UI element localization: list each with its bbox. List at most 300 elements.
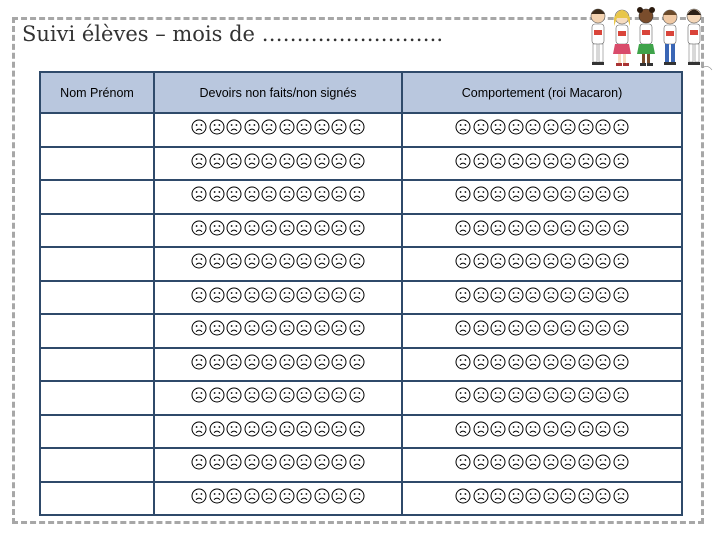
sad-face-icon[interactable] (314, 153, 330, 169)
student-name-cell[interactable] (40, 482, 154, 516)
sad-face-icon[interactable] (560, 220, 576, 236)
sad-face-icon[interactable] (244, 253, 260, 269)
student-name-cell[interactable] (40, 281, 154, 315)
sad-face-icon[interactable] (525, 320, 541, 336)
face-group (455, 354, 629, 370)
sad-face-icon[interactable] (595, 320, 611, 336)
sad-face-icon[interactable] (455, 287, 471, 303)
sad-face-icon[interactable] (455, 119, 471, 135)
sad-face-icon[interactable] (191, 354, 207, 370)
sad-face-icon[interactable] (314, 253, 330, 269)
sad-face-icon[interactable] (595, 253, 611, 269)
sad-face-icon[interactable] (543, 320, 559, 336)
sad-face-icon[interactable] (191, 186, 207, 202)
sad-face-icon[interactable] (508, 454, 524, 470)
sad-face-icon[interactable] (560, 454, 576, 470)
sad-face-icon[interactable] (578, 488, 594, 504)
sad-face-icon[interactable] (191, 253, 207, 269)
sad-face-icon[interactable] (331, 186, 347, 202)
sad-face-icon[interactable] (331, 253, 347, 269)
sad-face-icon[interactable] (525, 421, 541, 437)
sad-face-icon[interactable] (473, 186, 489, 202)
sad-face-icon[interactable] (296, 287, 312, 303)
sad-face-icon[interactable] (508, 421, 524, 437)
comportement-cell (402, 482, 682, 516)
sad-face-icon[interactable] (209, 488, 225, 504)
sad-face-icon[interactable] (261, 186, 277, 202)
sad-face-icon[interactable] (490, 387, 506, 403)
sad-face-icon[interactable] (595, 454, 611, 470)
sad-face-icon[interactable] (595, 153, 611, 169)
sad-face-icon[interactable] (349, 119, 365, 135)
sad-face-icon[interactable] (455, 153, 471, 169)
sad-face-icon[interactable] (595, 220, 611, 236)
sad-face-icon[interactable] (595, 354, 611, 370)
sad-face-icon[interactable] (296, 354, 312, 370)
header-nom-prenom: Nom Prénom (40, 72, 154, 113)
face-group (191, 454, 365, 470)
student-name-cell[interactable] (40, 180, 154, 214)
sad-face-icon[interactable] (296, 119, 312, 135)
sad-face-icon[interactable] (613, 320, 629, 336)
sad-face-icon[interactable] (613, 253, 629, 269)
sad-face-icon[interactable] (279, 454, 295, 470)
sad-face-icon[interactable] (490, 186, 506, 202)
devoirs-cell (154, 381, 402, 415)
sad-face-icon[interactable] (595, 421, 611, 437)
sad-face-icon[interactable] (226, 186, 242, 202)
student-name-cell[interactable] (40, 113, 154, 147)
sad-face-icon[interactable] (508, 354, 524, 370)
sad-face-icon[interactable] (314, 287, 330, 303)
sad-face-icon[interactable] (279, 186, 295, 202)
sad-face-icon[interactable] (261, 454, 277, 470)
sad-face-icon[interactable] (349, 387, 365, 403)
sad-face-icon[interactable] (226, 421, 242, 437)
sad-face-icon[interactable] (595, 119, 611, 135)
sad-face-icon[interactable] (349, 454, 365, 470)
child-figure (591, 9, 605, 65)
sad-face-icon[interactable] (613, 454, 629, 470)
student-name-cell[interactable] (40, 348, 154, 382)
sad-face-icon[interactable] (314, 488, 330, 504)
table-row (40, 214, 682, 248)
sad-face-icon[interactable] (473, 287, 489, 303)
sad-face-icon[interactable] (473, 153, 489, 169)
sad-face-icon[interactable] (613, 421, 629, 437)
face-group (191, 421, 365, 437)
sad-face-icon[interactable] (349, 320, 365, 336)
student-name-cell[interactable] (40, 214, 154, 248)
sad-face-icon[interactable] (543, 253, 559, 269)
sad-face-icon[interactable] (490, 320, 506, 336)
sad-face-icon[interactable] (261, 153, 277, 169)
table-row (40, 482, 682, 516)
sad-face-icon[interactable] (525, 488, 541, 504)
sad-face-icon[interactable] (560, 186, 576, 202)
sad-face-icon[interactable] (191, 454, 207, 470)
sad-face-icon[interactable] (314, 220, 330, 236)
sad-face-icon[interactable] (296, 153, 312, 169)
sad-face-icon[interactable] (226, 153, 242, 169)
sad-face-icon[interactable] (314, 186, 330, 202)
sad-face-icon[interactable] (595, 287, 611, 303)
sad-face-icon[interactable] (613, 287, 629, 303)
sad-face-icon[interactable] (508, 287, 524, 303)
sad-face-icon[interactable] (578, 253, 594, 269)
sad-face-icon[interactable] (490, 287, 506, 303)
sad-face-icon[interactable] (578, 354, 594, 370)
devoirs-cell (154, 247, 402, 281)
sad-face-icon[interactable] (226, 454, 242, 470)
devoirs-cell (154, 448, 402, 482)
sad-face-icon[interactable] (578, 153, 594, 169)
student-name-cell[interactable] (40, 448, 154, 482)
sad-face-icon[interactable] (455, 320, 471, 336)
sad-face-icon[interactable] (209, 421, 225, 437)
sad-face-icon[interactable] (525, 454, 541, 470)
sad-face-icon[interactable] (191, 387, 207, 403)
devoirs-cell (154, 482, 402, 516)
sad-face-icon[interactable] (296, 186, 312, 202)
sad-face-icon[interactable] (349, 253, 365, 269)
sad-face-icon[interactable] (613, 220, 629, 236)
sad-face-icon[interactable] (296, 421, 312, 437)
sad-face-icon[interactable] (349, 354, 365, 370)
sad-face-icon[interactable] (560, 488, 576, 504)
sad-face-icon[interactable] (191, 153, 207, 169)
sad-face-icon[interactable] (490, 354, 506, 370)
table-row (40, 314, 682, 348)
sad-face-icon[interactable] (279, 287, 295, 303)
sad-face-icon[interactable] (349, 220, 365, 236)
sad-face-icon[interactable] (244, 119, 260, 135)
sad-face-icon[interactable] (525, 287, 541, 303)
sad-face-icon[interactable] (261, 354, 277, 370)
table-row (40, 415, 682, 449)
sad-face-icon[interactable] (209, 253, 225, 269)
sad-face-icon[interactable] (473, 421, 489, 437)
sad-face-icon[interactable] (331, 320, 347, 336)
sad-face-icon[interactable] (595, 186, 611, 202)
sad-face-icon[interactable] (455, 220, 471, 236)
sad-face-icon[interactable] (349, 421, 365, 437)
sad-face-icon[interactable] (331, 119, 347, 135)
sad-face-icon[interactable] (578, 186, 594, 202)
sad-face-icon[interactable] (473, 354, 489, 370)
sad-face-icon[interactable] (490, 454, 506, 470)
sad-face-icon[interactable] (613, 488, 629, 504)
sad-face-icon[interactable] (508, 488, 524, 504)
sad-face-icon[interactable] (578, 320, 594, 336)
table-body (40, 113, 682, 515)
sad-face-icon[interactable] (543, 387, 559, 403)
sad-face-icon[interactable] (560, 253, 576, 269)
sad-face-icon[interactable] (279, 421, 295, 437)
sad-face-icon[interactable] (314, 119, 330, 135)
sad-face-icon[interactable] (279, 153, 295, 169)
sad-face-icon[interactable] (508, 253, 524, 269)
sad-face-icon[interactable] (226, 387, 242, 403)
sad-face-icon[interactable] (209, 454, 225, 470)
sad-face-icon[interactable] (613, 186, 629, 202)
sad-face-icon[interactable] (279, 354, 295, 370)
face-group (455, 220, 629, 236)
sad-face-icon[interactable] (543, 454, 559, 470)
sad-face-icon[interactable] (261, 220, 277, 236)
sad-face-icon[interactable] (296, 387, 312, 403)
face-group (191, 153, 365, 169)
sad-face-icon[interactable] (261, 387, 277, 403)
sad-face-icon[interactable] (455, 354, 471, 370)
sad-face-icon[interactable] (279, 220, 295, 236)
sad-face-icon[interactable] (578, 220, 594, 236)
sad-face-icon[interactable] (209, 287, 225, 303)
sad-face-icon[interactable] (261, 421, 277, 437)
sad-face-icon[interactable] (455, 454, 471, 470)
sad-face-icon[interactable] (244, 153, 260, 169)
sad-face-icon[interactable] (279, 253, 295, 269)
sad-face-icon[interactable] (508, 387, 524, 403)
sad-face-icon[interactable] (279, 488, 295, 504)
sad-face-icon[interactable] (490, 153, 506, 169)
face-group (191, 387, 365, 403)
sad-face-icon[interactable] (209, 320, 225, 336)
sad-face-icon[interactable] (473, 488, 489, 504)
sad-face-icon[interactable] (613, 153, 629, 169)
sad-face-icon[interactable] (490, 253, 506, 269)
sad-face-icon[interactable] (525, 220, 541, 236)
sad-face-icon[interactable] (314, 320, 330, 336)
table-row (40, 147, 682, 181)
sad-face-icon[interactable] (560, 119, 576, 135)
comportement-cell (402, 448, 682, 482)
comportement-cell (402, 381, 682, 415)
table-row (40, 448, 682, 482)
face-group (191, 253, 365, 269)
sad-face-icon[interactable] (560, 287, 576, 303)
sad-face-icon[interactable] (525, 119, 541, 135)
sad-face-icon[interactable] (261, 253, 277, 269)
sad-face-icon[interactable] (490, 421, 506, 437)
sad-face-icon[interactable] (543, 186, 559, 202)
table-row (40, 247, 682, 281)
sad-face-icon[interactable] (244, 454, 260, 470)
sad-face-icon[interactable] (508, 186, 524, 202)
sad-face-icon[interactable] (296, 220, 312, 236)
sad-face-icon[interactable] (261, 488, 277, 504)
sad-face-icon[interactable] (508, 220, 524, 236)
sad-face-icon[interactable] (296, 488, 312, 504)
sad-face-icon[interactable] (331, 153, 347, 169)
sad-face-icon[interactable] (191, 287, 207, 303)
sad-face-icon[interactable] (473, 387, 489, 403)
header-comportement: Comportement (roi Macaron) (402, 72, 682, 113)
sad-face-icon[interactable] (226, 354, 242, 370)
sad-face-icon[interactable] (244, 287, 260, 303)
sad-face-icon[interactable] (543, 119, 559, 135)
sad-face-icon[interactable] (226, 253, 242, 269)
devoirs-cell (154, 281, 402, 315)
sad-face-icon[interactable] (525, 354, 541, 370)
sad-face-icon[interactable] (349, 186, 365, 202)
sad-face-icon[interactable] (279, 119, 295, 135)
sad-face-icon[interactable] (226, 220, 242, 236)
sad-face-icon[interactable] (578, 387, 594, 403)
sad-face-icon[interactable] (244, 488, 260, 504)
sad-face-icon[interactable] (613, 387, 629, 403)
sad-face-icon[interactable] (209, 186, 225, 202)
sad-face-icon[interactable] (331, 421, 347, 437)
comportement-cell (402, 180, 682, 214)
face-group (455, 186, 629, 202)
sad-face-icon[interactable] (331, 220, 347, 236)
sad-face-icon[interactable] (314, 421, 330, 437)
sad-face-icon[interactable] (209, 220, 225, 236)
sad-face-icon[interactable] (490, 488, 506, 504)
sad-face-icon[interactable] (525, 387, 541, 403)
sad-face-icon[interactable] (226, 119, 242, 135)
sad-face-icon[interactable] (349, 153, 365, 169)
sad-face-icon[interactable] (244, 387, 260, 403)
devoirs-cell (154, 214, 402, 248)
sad-face-icon[interactable] (455, 253, 471, 269)
sad-face-icon[interactable] (191, 421, 207, 437)
sad-face-icon[interactable] (331, 488, 347, 504)
devoirs-cell (154, 415, 402, 449)
comportement-cell (402, 247, 682, 281)
sad-face-icon[interactable] (191, 488, 207, 504)
sad-face-icon[interactable] (261, 287, 277, 303)
table-row (40, 281, 682, 315)
sad-face-icon[interactable] (525, 153, 541, 169)
sad-face-icon[interactable] (543, 421, 559, 437)
sad-face-icon[interactable] (244, 320, 260, 336)
sad-face-icon[interactable] (560, 387, 576, 403)
sad-face-icon[interactable] (543, 488, 559, 504)
sad-face-icon[interactable] (560, 320, 576, 336)
sad-face-icon[interactable] (560, 354, 576, 370)
sad-face-icon[interactable] (191, 220, 207, 236)
devoirs-cell (154, 180, 402, 214)
sad-face-icon[interactable] (226, 320, 242, 336)
table-header-row (40, 72, 682, 113)
sad-face-icon[interactable] (314, 387, 330, 403)
sad-face-icon[interactable] (226, 488, 242, 504)
student-name-cell[interactable] (40, 247, 154, 281)
sad-face-icon[interactable] (279, 387, 295, 403)
sad-face-icon[interactable] (455, 488, 471, 504)
student-name-cell[interactable] (40, 147, 154, 181)
face-group (455, 387, 629, 403)
sad-face-icon[interactable] (473, 220, 489, 236)
page-title: Suivi élèves – mois de …………………….. (22, 22, 443, 46)
sad-face-icon[interactable] (331, 454, 347, 470)
sad-face-icon[interactable] (473, 454, 489, 470)
sad-face-icon[interactable] (613, 354, 629, 370)
sad-face-icon[interactable] (473, 320, 489, 336)
sad-face-icon[interactable] (244, 186, 260, 202)
table-row (40, 113, 682, 147)
sad-face-icon[interactable] (244, 220, 260, 236)
sad-face-icon[interactable] (543, 153, 559, 169)
sad-face-icon[interactable] (244, 421, 260, 437)
sad-face-icon[interactable] (331, 354, 347, 370)
sad-face-icon[interactable] (455, 186, 471, 202)
student-name-cell[interactable] (40, 415, 154, 449)
sad-face-icon[interactable] (473, 119, 489, 135)
sad-face-icon[interactable] (543, 287, 559, 303)
child-figure (663, 10, 677, 65)
sad-face-icon[interactable] (613, 119, 629, 135)
sad-face-icon[interactable] (209, 119, 225, 135)
sad-face-icon[interactable] (226, 287, 242, 303)
comportement-cell (402, 415, 682, 449)
child-figure (687, 9, 712, 70)
sad-face-icon[interactable] (543, 354, 559, 370)
sad-face-icon[interactable] (314, 454, 330, 470)
sad-face-icon[interactable] (331, 287, 347, 303)
table-row (40, 180, 682, 214)
sad-face-icon[interactable] (261, 320, 277, 336)
sad-face-icon[interactable] (331, 387, 347, 403)
sad-face-icon[interactable] (296, 253, 312, 269)
sad-face-icon[interactable] (578, 119, 594, 135)
sad-face-icon[interactable] (244, 354, 260, 370)
student-name-cell[interactable] (40, 314, 154, 348)
face-group (455, 119, 629, 135)
sad-face-icon[interactable] (349, 287, 365, 303)
sad-face-icon[interactable] (473, 253, 489, 269)
sad-face-icon[interactable] (595, 488, 611, 504)
sad-face-icon[interactable] (455, 387, 471, 403)
sad-face-icon[interactable] (578, 287, 594, 303)
sad-face-icon[interactable] (455, 421, 471, 437)
table-row (40, 381, 682, 415)
sad-face-icon[interactable] (560, 421, 576, 437)
sad-face-icon[interactable] (490, 220, 506, 236)
sad-face-icon[interactable] (595, 387, 611, 403)
sad-face-icon[interactable] (560, 153, 576, 169)
sad-face-icon[interactable] (296, 320, 312, 336)
sad-face-icon[interactable] (508, 119, 524, 135)
sad-face-icon[interactable] (490, 119, 506, 135)
sad-face-icon[interactable] (508, 153, 524, 169)
sad-face-icon[interactable] (525, 253, 541, 269)
devoirs-cell (154, 348, 402, 382)
sad-face-icon[interactable] (209, 387, 225, 403)
sad-face-icon[interactable] (578, 454, 594, 470)
student-name-cell[interactable] (40, 381, 154, 415)
sad-face-icon[interactable] (314, 354, 330, 370)
face-group (191, 320, 365, 336)
sad-face-icon[interactable] (525, 186, 541, 202)
face-group (191, 220, 365, 236)
sad-face-icon[interactable] (296, 454, 312, 470)
sad-face-icon[interactable] (349, 488, 365, 504)
sad-face-icon[interactable] (543, 220, 559, 236)
sad-face-icon[interactable] (279, 320, 295, 336)
sad-face-icon[interactable] (191, 119, 207, 135)
sad-face-icon[interactable] (191, 320, 207, 336)
comportement-cell (402, 281, 682, 315)
sad-face-icon[interactable] (261, 119, 277, 135)
sad-face-icon[interactable] (209, 354, 225, 370)
sad-face-icon[interactable] (578, 421, 594, 437)
sad-face-icon[interactable] (209, 153, 225, 169)
comportement-cell (402, 147, 682, 181)
sad-face-icon[interactable] (508, 320, 524, 336)
